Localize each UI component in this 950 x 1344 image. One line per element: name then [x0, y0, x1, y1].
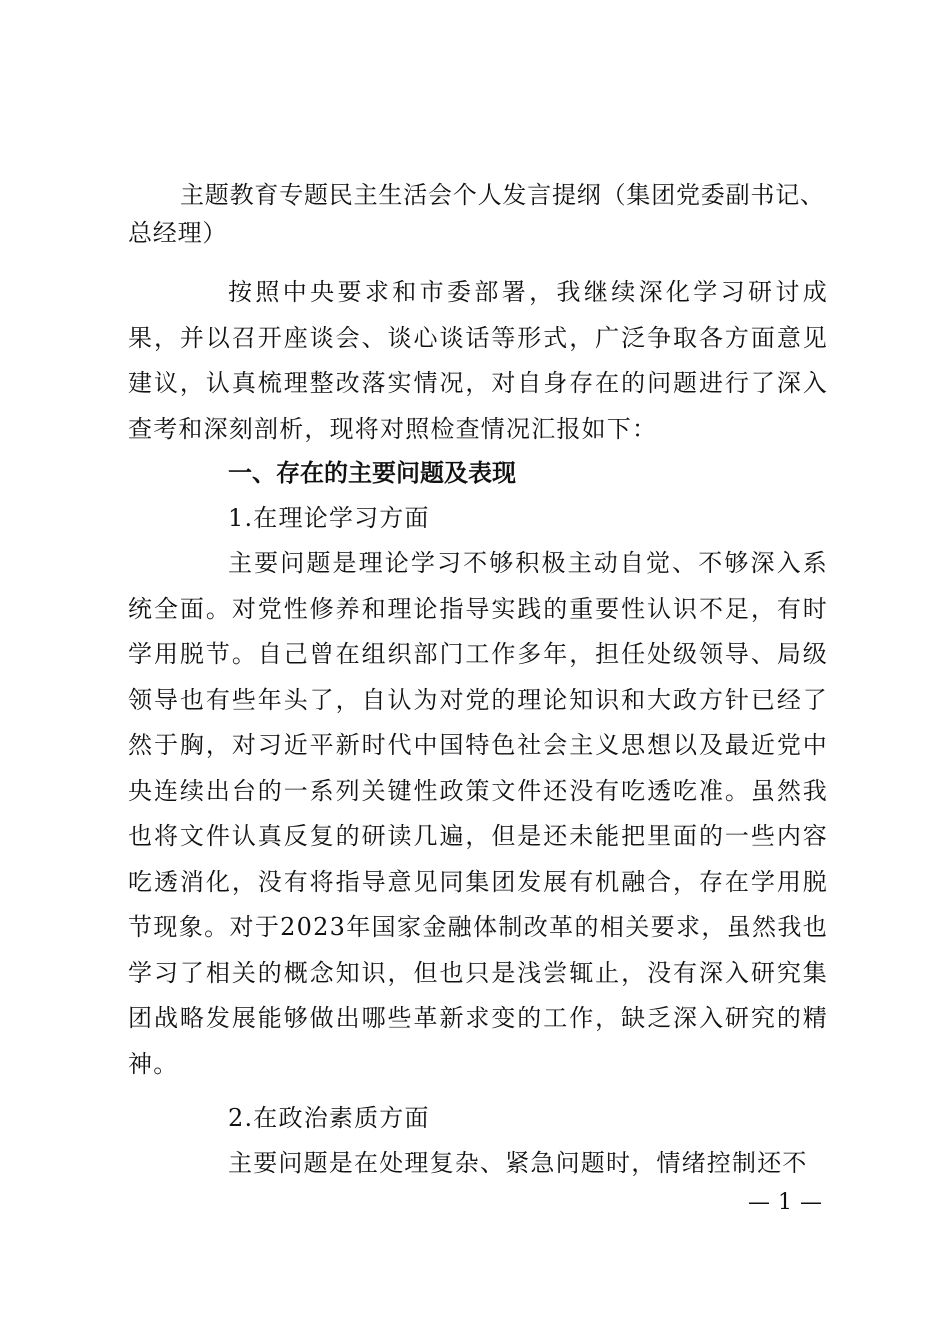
section-heading-1: 一、存在的主要问题及表现	[228, 459, 516, 487]
subsection-1-body: 主要问题是理论学习不够积极主动自觉、不够深入系统全面。对党性修养和理论指导实践的重要性认识不足，有时学用脱节。自己曾在组织部门工作多年，担任处级领导、局级领导也有些年头了，自认为对党的理论知识和大政方针已经了然于胸，对习近平新时代中国特色社会主义思想以及最近党中央连续出台的一系列关键性政策文件还没有吃透吃准。虽然我也将文件认真反复的研读几遍，但是还未能把里面的一些内容吃透消化，没有将指导意见同集团发展有机融合，存在学用脱节现象。对于2023年国家金融体制改革的相关要求，虽然我也学习了相关的概念知识，但也只是浅尝辄止，没有深入研究集团战略发展能够做出哪些革新求变的工作，缺乏深入研究的精神。	[128, 549, 828, 1078]
intro-paragraph: 按照中央要求和市委部署，我继续深化学习研讨成果，并以召开座谈会、谈心谈话等形式，广泛争取各方面意见建议，认真梳理整改落实情况，对自身存在的问题进行了深入查考和深刻剖析，现将对照检查情况汇报如下：	[128, 278, 828, 443]
page-number: — 1 —	[748, 1190, 823, 1215]
subsection-heading-1: 1.在理论学习方面	[228, 504, 430, 532]
subsection-heading-2: 2.在政治素质方面	[228, 1104, 430, 1132]
document-title: 主题教育专题民主生活会个人发言提纲（集团党委副书记、总经理）	[128, 181, 825, 247]
subsection-2-body: 主要问题是在处理复杂、紧急问题时，情绪控制还不	[228, 1149, 808, 1177]
